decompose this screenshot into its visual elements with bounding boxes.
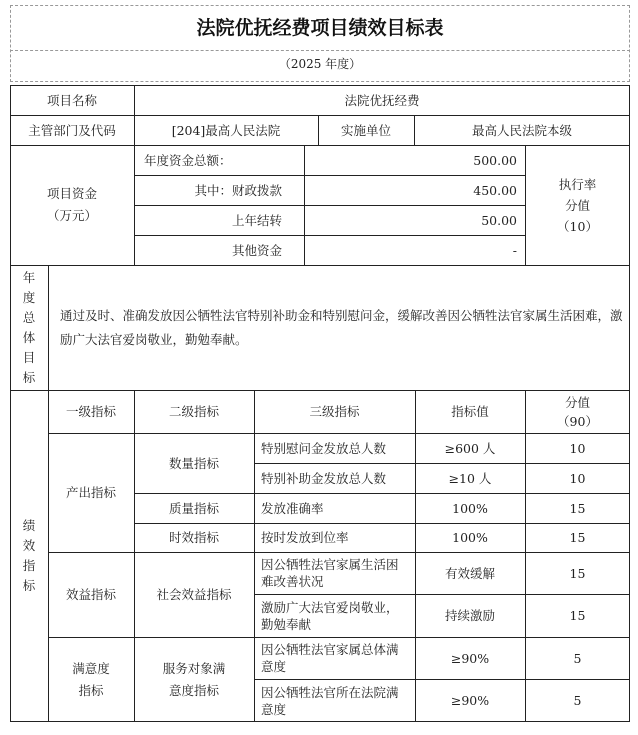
- indicator-row: 按时发放到位率: [261, 530, 349, 545]
- indicator-score: 10: [569, 470, 586, 486]
- year-label: （2025 年度）: [278, 56, 362, 71]
- funds-label-line2: （万元）: [46, 208, 97, 223]
- header-value: 指标值: [451, 404, 489, 419]
- funds-carryover-label: 上年结转: [231, 213, 282, 228]
- unit-value: 最高人民法院本级: [471, 122, 572, 138]
- indicator-row: 因公牺牲法官家属总体满意度: [261, 642, 399, 674]
- level1-satisfaction: [48, 637, 134, 722]
- header-level3: 三级指标: [309, 404, 360, 419]
- indicator-score: 10: [569, 440, 586, 456]
- indicator-value: ≥600 人: [444, 440, 496, 456]
- project-name-label: 项目名称: [46, 92, 97, 108]
- level2-quantity: 数量指标: [168, 455, 219, 471]
- indicator-row: 因公牺牲法官所在法院满意度: [261, 684, 399, 717]
- level2-service-satisfaction-text: 服务对象满意度指标: [162, 660, 226, 698]
- execution-rate-label: [525, 145, 630, 265]
- title-divider: [10, 50, 630, 51]
- page-title: 法院优抚经费项目绩效目标表: [196, 16, 444, 39]
- funds-total-value: 500.00: [473, 152, 517, 168]
- header-score-line1: 分值: [564, 394, 590, 410]
- indicator-value: ≥10 人: [448, 470, 492, 486]
- header-level1: 一级指标: [65, 404, 116, 419]
- level2-service-satisfaction: [134, 637, 254, 722]
- funds-fiscal-value: 450.00: [473, 182, 517, 198]
- execution-rate-line2: 分值: [564, 197, 590, 213]
- indicator-row: 激励广大法官爱岗敬业，勤勉奉献: [261, 599, 399, 632]
- execution-rate-line3: （10）: [557, 218, 598, 234]
- goal-label-cell: [10, 265, 48, 390]
- indicator-score: 15: [569, 500, 586, 516]
- header-level2: 二级指标: [168, 404, 219, 419]
- indicator-score: 15: [569, 565, 586, 581]
- level1-benefit: 效益指标: [65, 587, 116, 602]
- perf-label-cell: [10, 390, 48, 722]
- funds-other-label: 其他资金: [231, 243, 282, 258]
- funds-carryover-value: 50.00: [481, 212, 517, 228]
- level1-output: 产出指标: [65, 485, 116, 500]
- indicator-row: 因公牺牲法官家属生活困难改善状况: [261, 557, 399, 589]
- indicator-value: 持续激励: [444, 608, 495, 623]
- goal-label: 年度总体目标: [22, 269, 36, 385]
- indicator-row: 发放准确率: [261, 500, 324, 516]
- execution-rate-line1: 执行率: [558, 176, 597, 192]
- funds-other-value: -: [512, 242, 517, 258]
- dept-label: 主管部门及代码: [28, 122, 116, 138]
- indicator-value: 有效缓解: [444, 565, 495, 581]
- perf-label: 绩效指标: [22, 518, 36, 593]
- level2-social-benefit: 社会效益指标: [156, 587, 232, 602]
- level2-timeliness: 时效指标: [168, 530, 219, 545]
- indicator-row: 特别慰问金发放总人数: [261, 440, 387, 456]
- level1-satisfaction-text: 满意度指标: [72, 660, 110, 698]
- funds-total-label: 年度资金总额：: [144, 152, 232, 168]
- indicator-value: ≥90%: [450, 650, 490, 666]
- funds-fiscal-label: 其中：财政拨款: [194, 183, 282, 198]
- indicator-score: 5: [573, 650, 582, 666]
- goal-text-cell: [48, 265, 630, 390]
- unit-label: 实施单位: [340, 122, 391, 138]
- project-name-value: 法院优抚经费: [344, 92, 420, 108]
- indicator-value: 100%: [452, 530, 488, 545]
- indicator-row: 特别补助金发放总人数: [261, 470, 387, 486]
- funds-label: [10, 145, 134, 265]
- indicator-score: 5: [573, 693, 582, 708]
- indicator-score: 15: [569, 530, 586, 545]
- funds-label-line1: 项目资金: [46, 186, 97, 201]
- dept-value: [204]最高人民法院: [171, 122, 281, 138]
- goal-text: 通过及时、准确发放因公牺牲法官特别补助金和特别慰问金，缓解改善因公牺牲法官家属生活困难，激励广大法官爱岗敬业，勤勉奉献。: [60, 307, 623, 347]
- indicator-value: ≥90%: [450, 693, 490, 708]
- header-score-line2: （90）: [557, 413, 598, 429]
- indicator-score: 15: [569, 608, 586, 623]
- header-score: [525, 390, 630, 433]
- indicator-value: 100%: [452, 500, 488, 516]
- level2-quality: 质量指标: [168, 500, 219, 516]
